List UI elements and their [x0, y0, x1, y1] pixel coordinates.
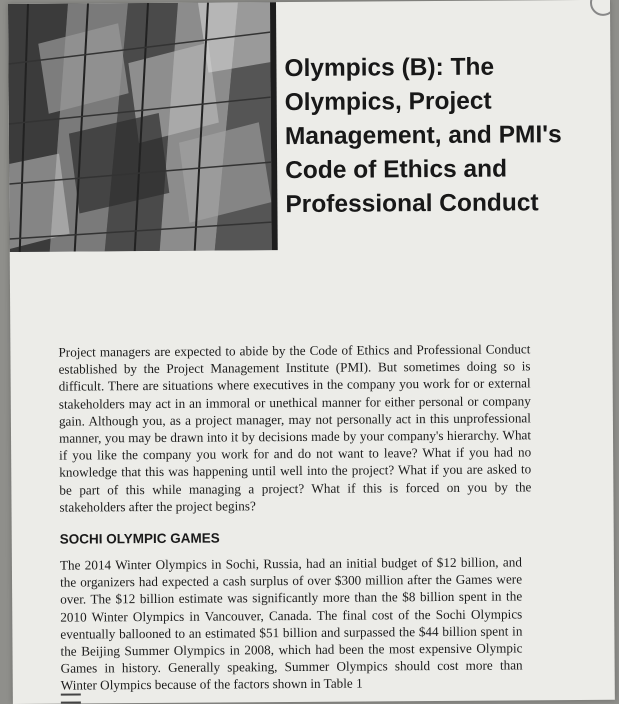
title-divider: [270, 2, 278, 250]
chapter-title: Olympics (B): The Olympics, Project Management, and PMI's Code of Ethics and Professional Conduct: [284, 53, 562, 219]
footer-mark: [61, 694, 81, 704]
section-heading: SOCHI OLYMPIC GAMES: [59, 530, 220, 547]
chapter-photo: [8, 2, 272, 252]
page-corner-mark: [590, 0, 615, 16]
section-paragraph: The 2014 Winter Olympics in Sochi, Russia, had an initial budget of $12 billion, and the organizers had expected a cash surplus of over $300 million after the Games were over. The $12 billion estimate was significantly more than the $8 billion spent in the 2010 Winter Olympics in Vancouver, Canada. The final cost of the Sochi Olympics eventually ballooned to an estimated $51 billion and surpassed the $44 billion spent in the Beijing Summer Olympics in 2008, which had been the most expensive Olympic Games in history. Generally speaking, Summer Olympics should cost more than Winter Olympics because of the factors shown in Table 1: [59, 554, 523, 694]
abstract-building-image: [8, 2, 272, 252]
intro-paragraph: Project managers are expected to abide by the Code of Ethics and Professional Conduct established by the Project Management Institute (PMI). But sometimes doing so is difficult. There are situations where executives in the company you work for or external stakeholders may act in an immoral or unethical manner for either personal or company gain. Although you, as a project manager, may not personally act in this unprofessional manner, you may be drawn into it by decisions made by your company's hierarchy. What if you like the company you work for and do not want to leave? What if you had no knowledge that this was happening until well into the project? What if you are asked to be part of this while managing a project? What if this is forced on you by the stakeholders after the project begins?: [58, 341, 532, 515]
book-page: [8, 0, 615, 704]
